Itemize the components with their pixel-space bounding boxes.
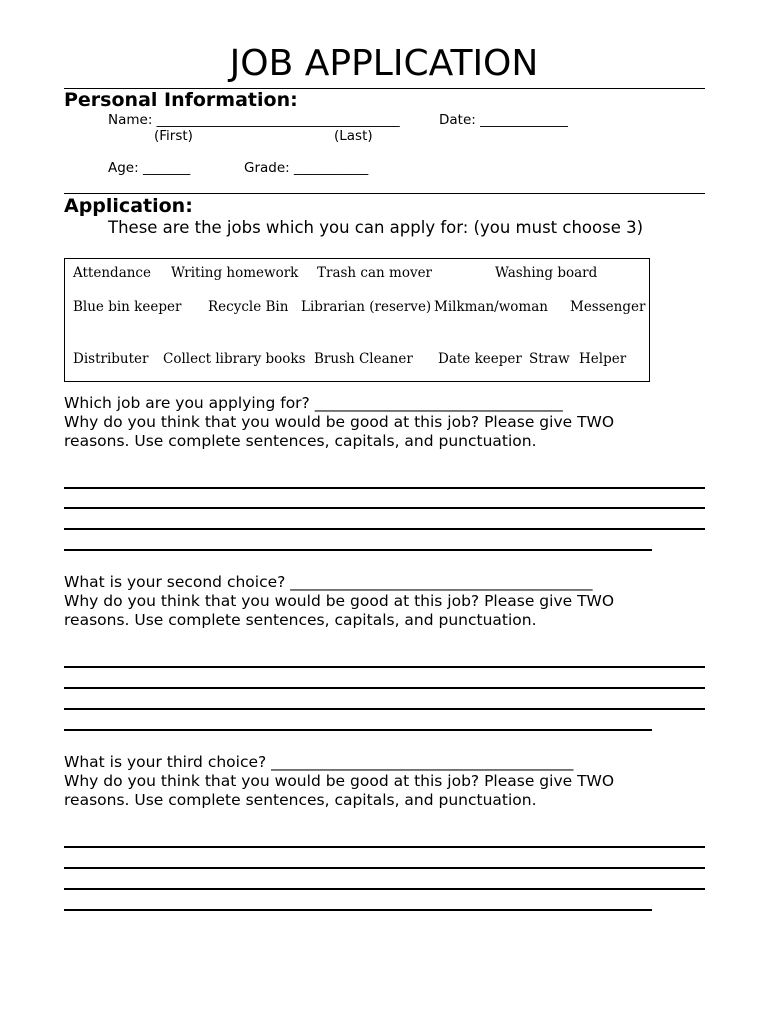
why-prompt-line2: reasons. Use complete sentences, capitals, and punctuation. — [64, 432, 537, 450]
application-instruction: These are the jobs which you can apply for: (you must choose 3) — [108, 218, 644, 237]
name-field[interactable]: Name: ____________________________________ — [108, 112, 400, 128]
job-item: Distributer — [73, 351, 149, 367]
answer-line[interactable] — [64, 528, 705, 530]
why-prompt-line2: reasons. Use complete sentences, capitals, and punctuation. — [64, 791, 537, 809]
third-choice-field[interactable]: What is your third choice? _______________________________________ — [64, 753, 574, 771]
job-item: Straw — [529, 351, 570, 367]
second-choice-field[interactable]: What is your second choice? _______________________________________ — [64, 573, 593, 591]
answer-line[interactable] — [64, 867, 705, 869]
job-item: Milkman/woman — [434, 299, 548, 315]
personal-info-heading: Personal Information: — [64, 89, 298, 111]
last-name-label: (Last) — [334, 128, 373, 144]
job-item: Librarian (reserve) — [301, 299, 432, 315]
why-prompt-line1: Why do you think that you would be good at this job? Please give TWO — [64, 413, 615, 431]
answer-line[interactable] — [64, 909, 652, 911]
job-item: Brush Cleaner — [314, 351, 413, 367]
divider — [64, 193, 705, 194]
job-item: Recycle Bin — [208, 299, 289, 315]
answer-line[interactable] — [64, 666, 705, 668]
job-item: Washing board — [495, 265, 598, 281]
grade-field[interactable]: Grade: ___________ — [244, 160, 369, 176]
application-heading: Application: — [64, 195, 193, 217]
job-item: Helper — [579, 351, 627, 367]
why-prompt-line1: Why do you think that you would be good at this job? Please give TWO — [64, 772, 615, 790]
job-item: Writing homework — [171, 265, 299, 281]
answer-line[interactable] — [64, 729, 652, 731]
answer-line[interactable] — [64, 708, 705, 710]
first-choice-field[interactable]: Which job are you applying for? ________________________________ — [64, 394, 563, 412]
age-field[interactable]: Age: _______ — [108, 160, 191, 176]
job-item: Trash can mover — [317, 265, 433, 281]
answer-line[interactable] — [64, 487, 705, 489]
job-item: Date keeper — [438, 351, 522, 367]
first-name-label: (First) — [154, 128, 193, 144]
answer-line[interactable] — [64, 846, 705, 848]
job-list-box — [64, 258, 650, 382]
job-item: Attendance — [73, 265, 151, 281]
why-prompt-line1: Why do you think that you would be good at this job? Please give TWO — [64, 592, 615, 610]
job-item: Blue bin keeper — [73, 299, 182, 315]
job-item: Messenger — [570, 299, 646, 315]
answer-line[interactable] — [64, 687, 705, 689]
job-item: Collect library books — [163, 351, 306, 367]
answer-line[interactable] — [64, 507, 705, 509]
why-prompt-line2: reasons. Use complete sentences, capitals, and punctuation. — [64, 611, 537, 629]
answer-line[interactable] — [64, 888, 705, 890]
answer-line[interactable] — [64, 549, 652, 551]
date-field[interactable]: Date: _____________ — [439, 112, 568, 128]
page-title: JOB APPLICATION — [229, 43, 539, 84]
